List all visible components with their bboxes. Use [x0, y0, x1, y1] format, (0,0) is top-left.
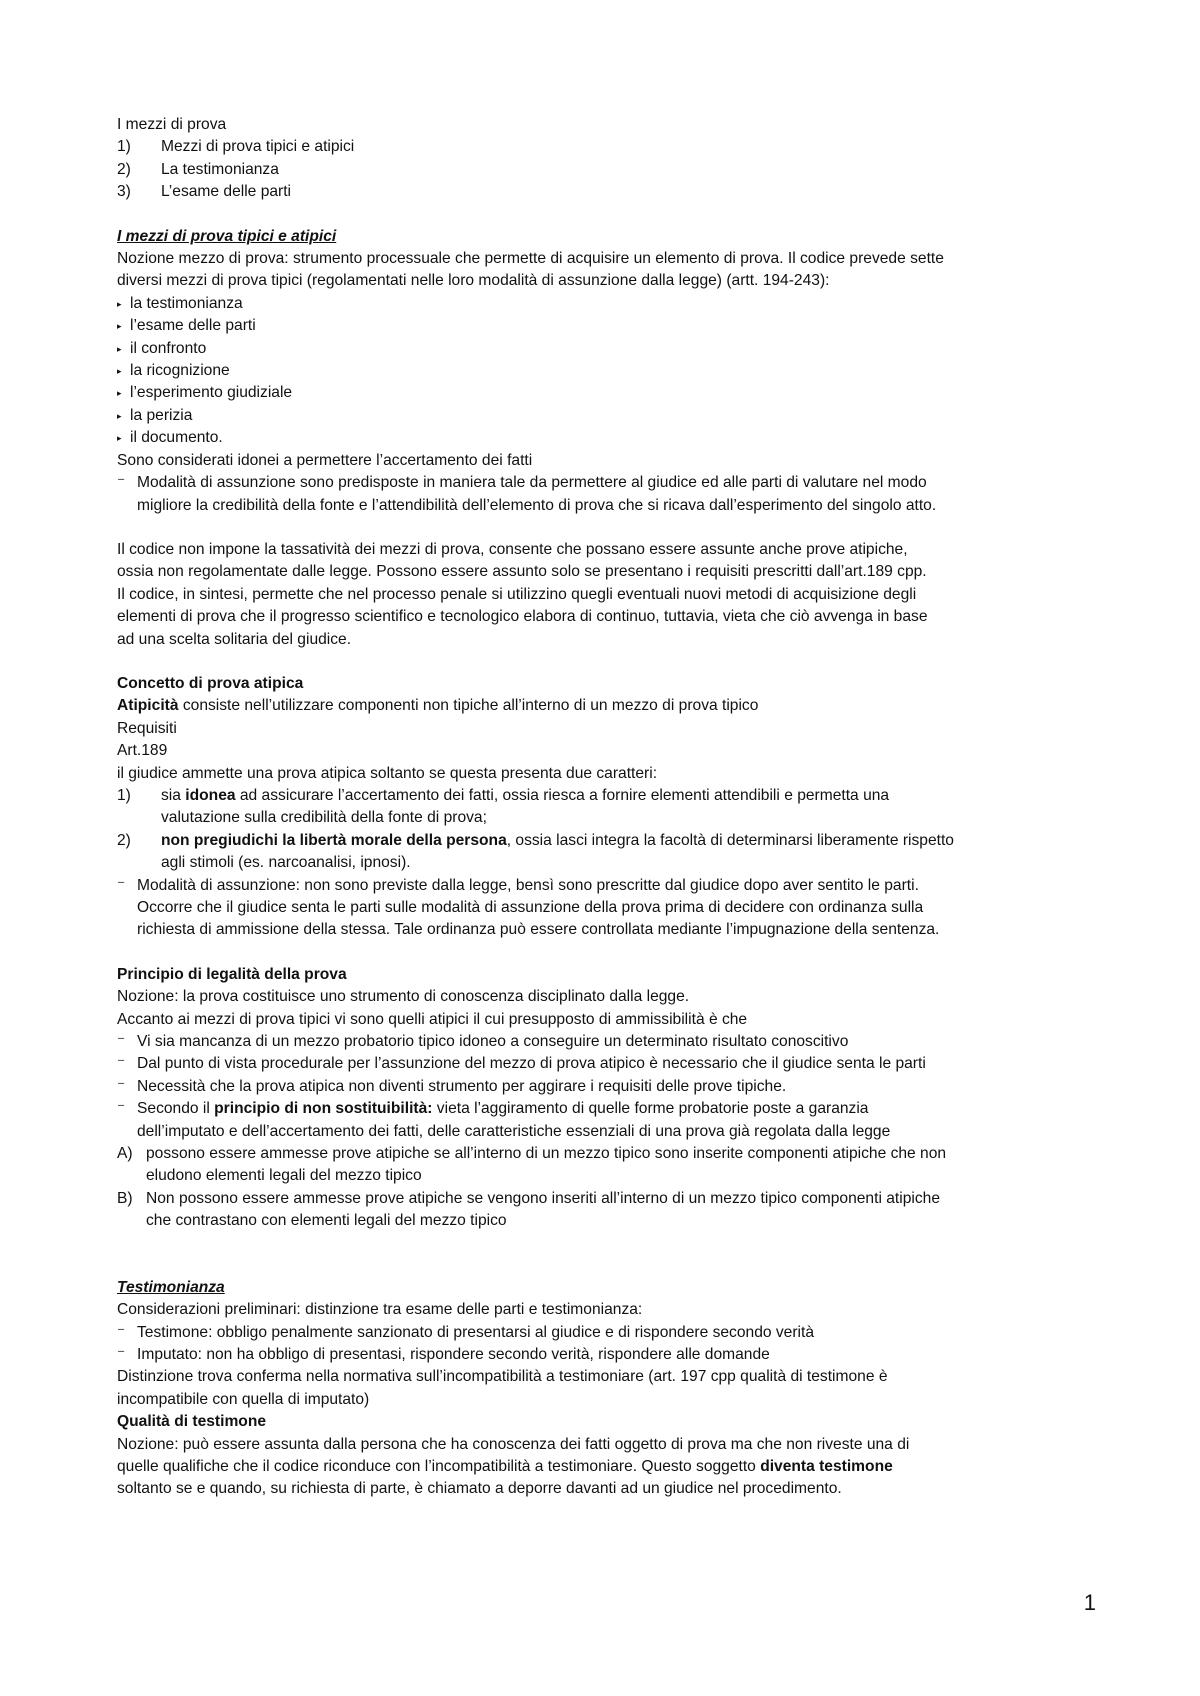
paragraph-line: soltanto se e quando, su richiesta di parte, è chiamato a deporre davanti ad un giudice nel procedimento.	[117, 1480, 842, 1498]
document-body	[117, 114, 1097, 1501]
paragraph-line: Accanto ai mezzi di prova tipici vi sono quelli atipici il cui presupposto di ammissibilità è che	[117, 1010, 748, 1028]
paragraph-line: elementi di prova che il progresso scientifico e tecnologico elabora di continuo, tuttavia, vieta che ciò avvenga in base	[117, 608, 928, 626]
bullet-icon: ▸	[117, 298, 122, 309]
numbered-item: 1) sia idonea ad assicurare l’accertamento dei fatti, ossia riesca a fornire elementi attendibili e permetta una valutazione sulla credibilità della fonte di prova;	[117, 786, 890, 827]
subheading-qualita-testimone: Qualità di testimone	[117, 1413, 267, 1431]
paragraph-line: Requisiti	[117, 719, 177, 737]
paragraph-line: ad una scelta solitaria del giudice.	[117, 630, 352, 648]
section-heading-prova-atipica: Concetto di prova atipica	[117, 674, 304, 692]
dash-icon: ⁻	[117, 1323, 126, 1341]
bullet-icon: ▸	[117, 343, 122, 354]
toc-title: I mezzi di prova	[117, 116, 227, 133]
dash-item: ⁻ Necessità che la prova atipica non diventi strumento per aggirare i requisiti delle prove tipiche.	[117, 1076, 1097, 1098]
paragraph-line: Il codice, in sintesi, permette che nel processo penale si utilizzino quegli eventuali nuovi metodi di acquisizione degli	[117, 585, 917, 603]
bullet-icon: ▸	[117, 366, 122, 377]
page-number: 1	[1083, 1590, 1096, 1615]
bullet-item: ▸ la testimonianza	[117, 293, 1097, 315]
dash-icon: ⁻	[117, 1077, 126, 1095]
bullet-icon: ▸	[117, 388, 122, 399]
dash-item: ⁻ Vi sia mancanza di un mezzo probatorio tipico idoneo a conseguire un determinato risultato conoscitivo	[117, 1031, 1097, 1053]
bullet-item: ▸ la perizia	[117, 405, 1097, 427]
paragraph-line: Distinzione trova conferma nella normativa sull’incompatibilità a testimoniare (art. 197 cpp qualità di testimone è	[117, 1368, 888, 1386]
dash-icon: ⁻	[117, 474, 126, 492]
lettered-item: B) Non possono essere ammesse prove atipiche se vengono inseriti all’interno di un mezzo tipico componenti atipiche che contrastano con elementi legali del mezzo tipico	[117, 1189, 940, 1230]
paragraph-line: Nozione: la prova costituisce uno strumento di conoscenza disciplinato dalla legge.	[117, 988, 690, 1006]
paragraph-line: Considerazioni preliminari: distinzione tra esame delle parti e testimonianza:	[117, 1301, 643, 1319]
bullet-icon: ▸	[117, 433, 122, 444]
dash-item: ⁻ Imputato: non ha obbligo di presentasi, rispondere secondo verità, rispondere alle domande	[117, 1344, 1097, 1366]
bullet-icon: ▸	[117, 410, 122, 421]
dash-icon: ⁻	[117, 1055, 126, 1073]
numbered-item: 2) non pregiudichi la libertà morale della persona, ossia lasci integra la facoltà di determinarsi liberamente rispetto agli stimoli (es. narcoanalisi, ipnosi).	[117, 831, 954, 872]
paragraph-line: Sono considerati idonei a permettere l’accertamento dei fatti	[117, 451, 533, 469]
bullet-icon: ▸	[117, 321, 122, 332]
dash-icon: ⁻	[117, 876, 126, 894]
bullet-item: ▸ il confronto	[117, 338, 1097, 360]
bullet-item: ▸ il documento.	[117, 427, 1097, 449]
lettered-item: A) possono essere ammesse prove atipiche se all’interno di un mezzo tipico sono inserite componenti atipiche che non eludono elementi legali del mezzo tipico	[117, 1145, 947, 1185]
dash-icon: ⁻	[117, 1033, 126, 1051]
dash-icon: ⁻	[117, 1345, 126, 1363]
paragraph-line: ossia non regolamentate dalle legge. Possono essere assunto solo se presentano i requisiti prescritti dall’art.189 cpp.	[117, 563, 927, 581]
paragraph-line: Il codice non impone la tassatività dei mezzi di prova, consente che possano essere assunte anche prove atipiche,	[117, 540, 908, 558]
paragraph-line: il giudice ammette una prova atipica soltanto se questa presenta due caratteri:	[117, 764, 658, 782]
bullet-item: ▸ l’esame delle parti	[117, 315, 1097, 337]
dash-icon: ⁻	[117, 1100, 126, 1118]
dash-item: ⁻ Testimone: obbligo penalmente sanzionato di presentarsi al giudice e di rispondere secondo verità	[117, 1322, 1097, 1344]
dash-item: ⁻ Modalità di assunzione: non sono previste dalla legge, bensì sono prescritte dal giudice dopo aver sentito le parti. Occorre che il giudice senta le parti sulle modalità di assunzione della prova prima di decidere con ordinanza sulla richiesta di ammissione della stessa. Tale ordinanza può essere controllata mediante l’impugnazione della sentenza.	[117, 875, 1097, 942]
paragraph-line: Nozione: può essere assunta dalla persona che ha conoscenza dei fatti oggetto di prova ma che non riveste una di	[117, 1435, 910, 1453]
paragraph-line: Art.189	[117, 742, 168, 760]
paragraph-line: quelle qualifiche che il codice riconduce con l’incompatibilità a testimoniare. Questo soggetto diventa testimone	[117, 1457, 893, 1475]
bullet-item: ▸ la ricognizione	[117, 360, 1097, 382]
dash-item: ⁻ Secondo il principio di non sostituibilità: vieta l’aggiramento di quelle forme probatorie poste a garanzia dell’imputato e dell’accertamento dei fatti, delle caratteristiche essenziali di una prova già regolata dalla legge	[117, 1098, 1097, 1143]
toc-item: 1) Mezzi di prova tipici e atipici	[117, 138, 355, 156]
dash-item: ⁻ Modalità di assunzione sono predisposte in maniera tale da permettere al giudice ed alle parti di valutare nel modo migliore la credibilità della fonte e l’attendibilità dell’elemento di prova che si ricava dall’esperimento del singolo atto.	[117, 472, 1097, 517]
section-heading-testimonianza: Testimonianza	[117, 1278, 225, 1296]
dash-item: ⁻ Dal punto di vista procedurale per l’assunzione del mezzo di prova atipico è necessario che il giudice senta le parti	[117, 1053, 1097, 1075]
paragraph-line: diversi mezzi di prova tipici (regolamentati nelle loro modalità di assunzione dalla legge) (artt. 194-243):	[117, 272, 830, 290]
bullet-item: ▸ l’esperimento giudiziale	[117, 382, 1097, 404]
paragraph-line: Atipicità consiste nell’utilizzare componenti non tipiche all’interno di un mezzo di prova tipico	[117, 697, 759, 715]
paragraph-line: incompatibile con quella di imputato)	[117, 1390, 370, 1408]
toc-item: 2) La testimonianza	[117, 160, 279, 178]
paragraph-line: Nozione mezzo di prova: strumento processuale che permette di acquisire un elemento di prova. Il codice prevede sette	[117, 250, 944, 268]
toc-item: 3) L’esame delle parti	[117, 183, 292, 201]
section-heading-mezzi-tipici-atipici: I mezzi di prova tipici e atipici	[117, 227, 337, 245]
section-heading-principio-legalita: Principio di legalità della prova	[117, 965, 347, 983]
